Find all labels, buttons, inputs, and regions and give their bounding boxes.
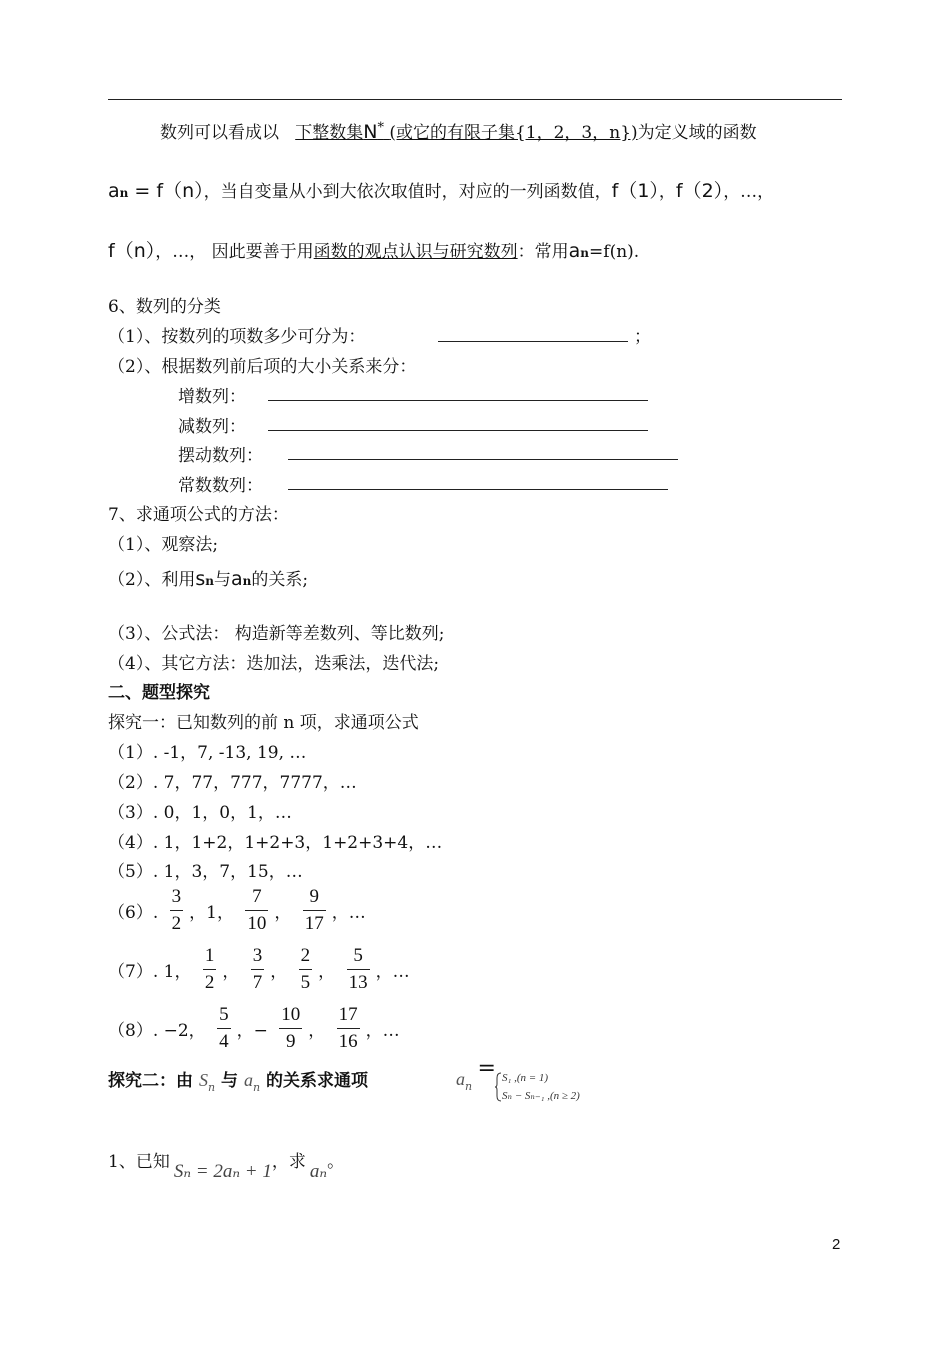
blank-line-count [438,341,628,342]
sec6-item-2: （2）、根据数列前后项的大小关系来分： [108,357,417,377]
method-3: （3）、公式法： 构造新等差数列、等比数列; [108,624,445,644]
question-1: （1）. -1，7, -13, 19, … [108,743,307,763]
blank-line-constant [288,489,668,490]
intro-text: 数列可以看成以 [160,123,279,143]
sec6-item-1-end: ； [634,327,651,347]
method-2: （2）、利用sn与an的关系; [108,568,309,590]
key-phrase: 函数的观点认识与研究数列 [313,242,518,262]
question-7: （7）. 1， $\frac{1}{2}$ ， $\frac{3}{7}$ ， $\frac{2}{5}$ ， $\frac{5}{13}$ ，… [108,943,410,996]
question-8: （8）. −2， $\frac{5}{4}$ ，− $\frac{10}{9}$ ， $\frac{17}{16}$ ，… [108,1002,400,1055]
header-rule [108,99,842,100]
fraction: $\frac{5}{13}$ [348,945,368,993]
explore-2-title: 探究二：由 $S_n$ 与 $a_n$ 的关系求通项 [108,1070,369,1094]
intro-line-1: 数列可以看成以 下整数集N* (或它的有限子集{1，2，3，n})为定义域的函数 [160,120,757,143]
fraction: $\frac{3}{2}$ [171,886,182,934]
intro-line-2: an = f（n），当自变量从小到大依次取值时，对应的一列函数值，f（1），f（2），…， [108,180,775,202]
brace-icon [494,1072,502,1102]
sec6-item-1: （1）、按数列的项数多少可分为： [108,327,366,347]
fraction: $\frac{3}{7}$ [252,945,263,993]
blank-line-increasing [268,400,648,401]
constant-label: 常数数列： [178,476,263,496]
fraction: $\frac{10}{9}$ [281,1004,301,1052]
section-6-title: 6、数列的分类 [108,297,221,317]
formula-case-1: S₁ ,(n = 1) [502,1072,549,1084]
increasing-label: 增数列： [178,387,246,407]
method-1: （1）、观察法; [108,535,219,555]
piecewise-formula: $a_n$ = [456,1056,496,1093]
exercise-1: 1、已知 Sₙ = 2aₙ + 1，求 aₙ。 [108,1152,345,1182]
blank-line-oscillating [288,459,678,460]
section-7-title: 7、求通项公式的方法： [108,505,289,525]
question-5: （5）. 1，3，7，15，… [108,862,303,882]
method-4: （4）、其它方法：迭加法，迭乘法，迭代法; [108,654,440,674]
part-2-title: 二、题型探究 [108,683,210,703]
oscillating-label: 摆动数列： [178,446,263,466]
question-6: （6）. $\frac{3}{2}$ ，1， $\frac{7}{10}$ ， $\frac{9}{17}$ ，… [108,884,366,937]
decreasing-label: 减数列： [178,417,246,437]
intro-blank: 下整数集N* (或它的有限子集{1，2，3，n}) [295,120,638,143]
fraction: $\frac{1}{2}$ [204,945,215,993]
fraction: $\frac{7}{10}$ [247,886,267,934]
fraction: $\frac{5}{4}$ [219,1004,229,1052]
fraction: $\frac{17}{16}$ [338,1004,358,1052]
formula-case-2: Sₙ − Sₙ₋₁ ,(n ≥ 2) [502,1090,580,1102]
question-3: （3）. 0，1，0，1，… [108,803,292,823]
question-2: （2）. 7，77，777，7777，… [108,773,357,793]
explore-1-title: 探究一：已知数列的前 n 项，求通项公式 [108,713,419,733]
intro-line-3: f（n），…， 因此要善于用函数的观点认识与研究数列：常用an=f(n). [108,240,640,262]
fraction: $\frac{9}{17}$ [304,886,324,934]
question-4: （4）. 1，1+2，1+2+3，1+2+3+4，… [108,833,443,853]
blank-line-decreasing [268,430,648,431]
fraction: $\frac{2}{5}$ [300,945,311,993]
page-number: 2 [832,1236,841,1253]
